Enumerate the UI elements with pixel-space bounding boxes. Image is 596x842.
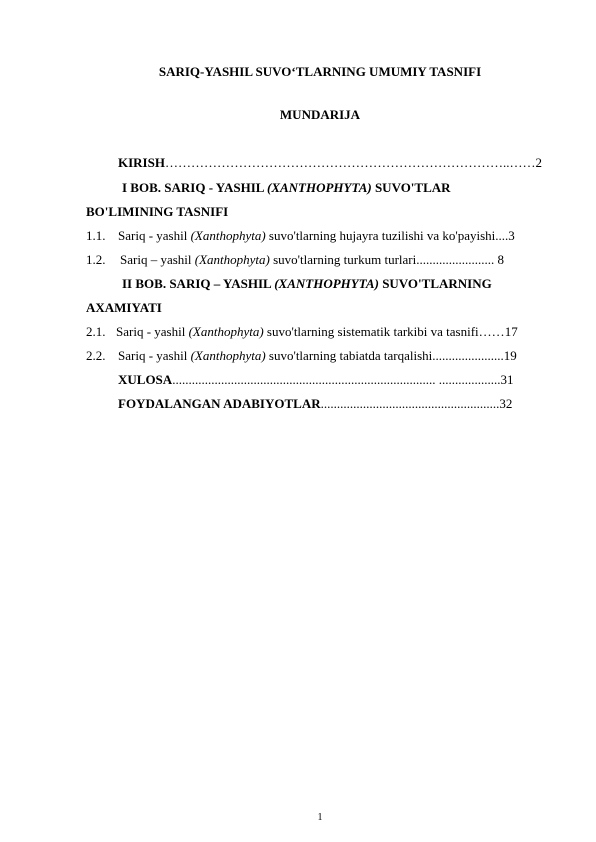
toc-section-latin: (Xanthophyta) <box>190 228 266 243</box>
toc-section-text-end: suvo'tlarning hujayra tuzilishi va ko'payishi.... <box>265 228 509 243</box>
toc-entry-page: 2 <box>535 155 542 170</box>
page-number: 1 <box>317 812 323 823</box>
toc-entry-page: 31 <box>500 372 514 387</box>
toc-entry-xulosa[interactable] <box>118 372 513 388</box>
toc-section-text: Sariq - yashil <box>116 324 189 339</box>
toc-chapter-2-cont: AXAMIYATI <box>86 300 162 315</box>
toc-section-number: 1.1. <box>86 228 106 243</box>
toc-chapter-label-end: SUVO'TLAR <box>371 180 451 195</box>
toc-entry-adabiyotlar[interactable] <box>118 396 512 412</box>
toc-section-1-1[interactable] <box>86 228 515 244</box>
toc-entry-page: 32 <box>499 396 513 411</box>
toc-section-text-end: suvo'tlarning tabiatda tarqalishi...................... <box>265 348 504 363</box>
toc-section-2-2[interactable] <box>86 348 517 364</box>
document-title: SARIQ-YASHIL SUVO‘TLARNING UMUMIY TASNIFI <box>158 64 482 79</box>
toc-chapter-latin: (XANTHOPHYTA) <box>274 276 379 291</box>
toc-section-latin: (Xanthophyta) <box>188 324 264 339</box>
toc-section-latin: (Xanthophyta) <box>190 348 266 363</box>
toc-entry-dots: ....................................................... <box>320 396 500 411</box>
toc-chapter-label-end: SUVO'TLARNING <box>378 276 492 291</box>
toc-section-text-end: suvo'tlarning turkum turlari........................ <box>269 252 498 267</box>
toc-entry-label: FOYDALANGAN ADABIYOTLAR <box>118 396 321 411</box>
toc-section-text: Sariq – yashil <box>120 252 195 267</box>
toc-section-1-2[interactable] <box>86 252 504 268</box>
toc-section-text-end: suvo'tlarning sistematik tarkibi va tasnifi…… <box>263 324 505 339</box>
toc-chapter-label: I BOB. SARIQ - YASHIL <box>122 180 267 195</box>
toc-entry-label: KIRISH <box>118 155 165 170</box>
toc-chapter-2[interactable] <box>122 276 492 292</box>
toc-section-text: Sariq - yashil <box>118 348 191 363</box>
toc-chapter-1-cont: BO'LIMINING TASNIFI <box>86 204 229 219</box>
toc-section-text: Sariq - yashil <box>118 228 191 243</box>
toc-chapter-1[interactable] <box>122 180 451 196</box>
toc-chapter-label: II BOB. SARIQ – YASHIL <box>122 276 275 291</box>
toc-section-2-1[interactable] <box>86 324 518 340</box>
toc-entry-dots: ……………………………………………………………………..…… <box>164 155 536 170</box>
toc-section-page: 19 <box>503 348 517 363</box>
toc-heading: MUNDARIJA <box>279 107 361 122</box>
toc-entry-kirish[interactable] <box>118 155 542 171</box>
toc-section-page: 17 <box>504 324 518 339</box>
toc-entry-dots: ................................................................................. ................... <box>172 372 501 387</box>
toc-entry-label: XULOSA <box>118 372 173 387</box>
toc-section-page: 8 <box>497 252 504 267</box>
toc-section-latin: (Xanthophyta) <box>194 252 270 267</box>
toc-section-page: 3 <box>508 228 515 243</box>
toc-section-number: 1.2. <box>86 252 106 267</box>
toc-chapter-latin: (XANTHOPHYTA) <box>266 180 372 195</box>
toc-section-number: 2.2. <box>86 348 106 363</box>
toc-section-number: 2.1. <box>86 324 106 339</box>
